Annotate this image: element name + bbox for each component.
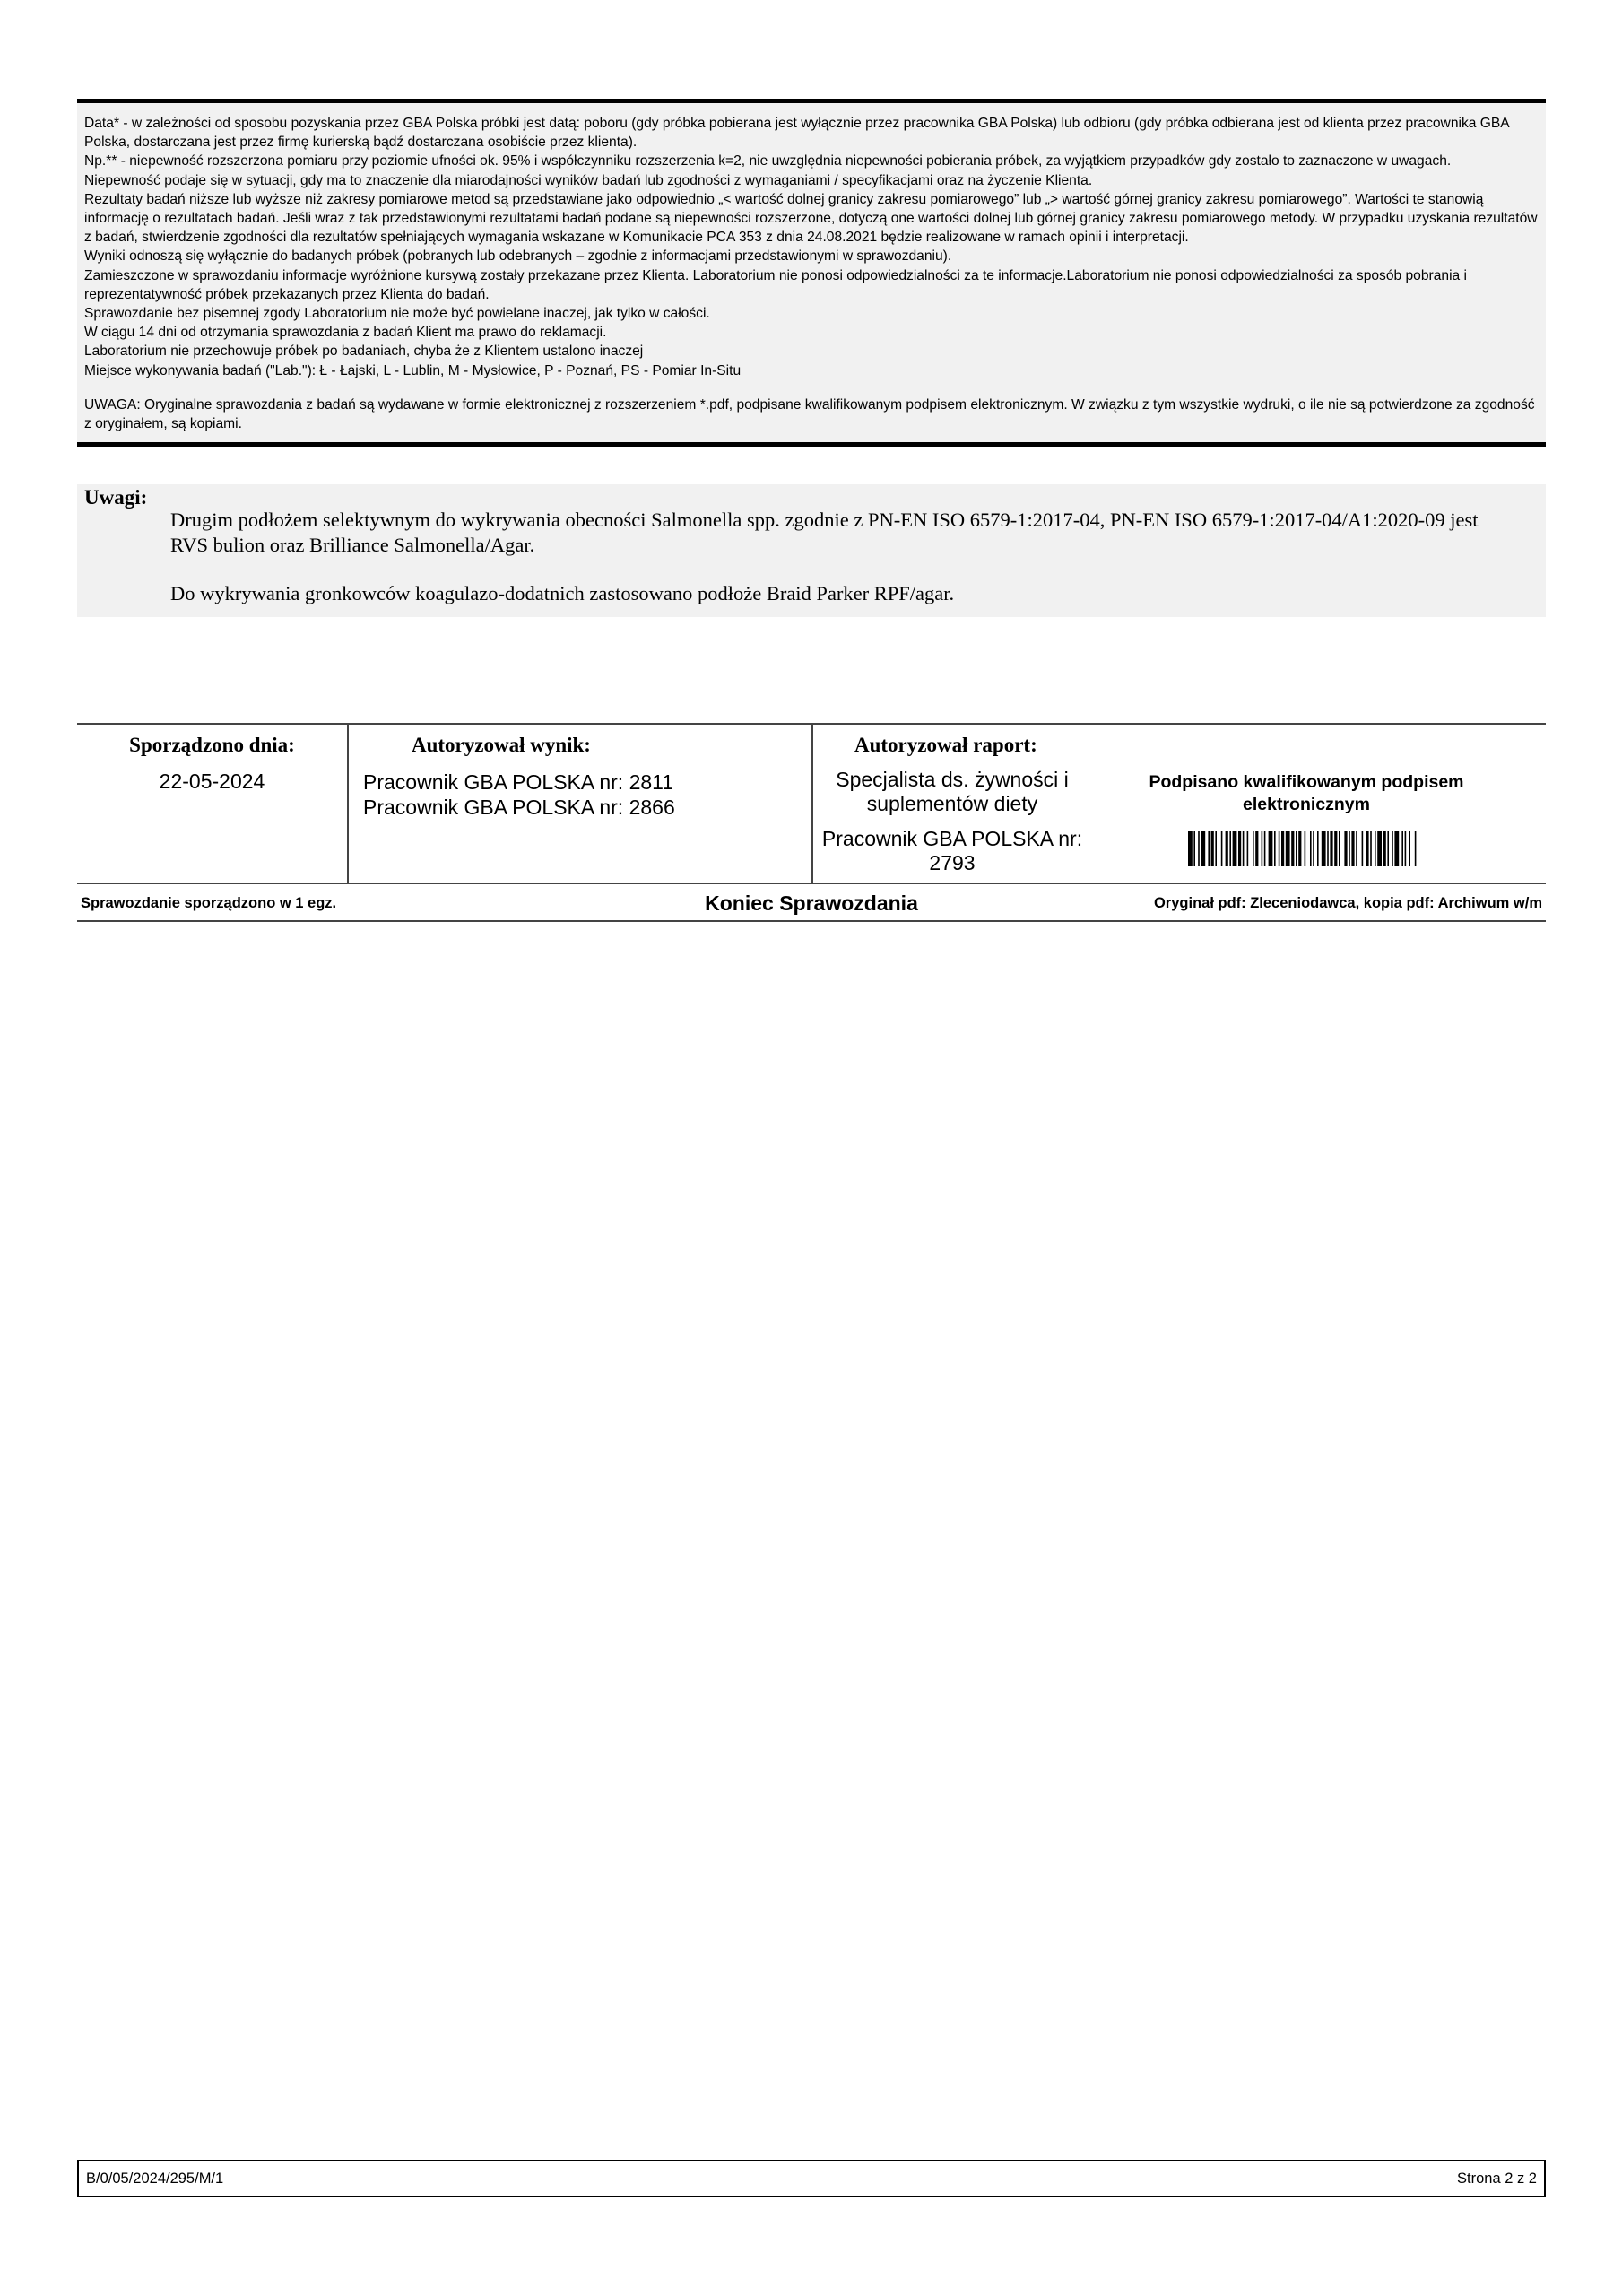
note-line: Np.** - niepewność rozszerzona pomiaru przy poziomie ufności ok. 95% i współczynniku rozszerzenia k=2, nie uwzględnia niepewności pobierania próbek, za wyjątkiem przypadków gdy zostało to zaznaczone w uwagach. [84, 153, 1452, 170]
note-line: Rezultaty badań niższe lub wyższe niż zakresy pomiarowe metod są przedstawiane jako odpowiednio „< wartość dolnej granicy zakresu pomiarowego” lub „> wartość górnej granicy zakresu pomiarowego”. Wartości te stanowią informację o rezultatach badań. Jeśli wraz z tak przedstawionymi rezultatami badań podane są niepewności rozszerzone, dotyczą one wartości dolnej lub górnej granicy zakresu pomiarowego metody. W przypadku uzyskania rezultatów z badań, stwierdzenie zgodności dla rezultatów spełniających wymagania wskazane w Komunikacie PCA 353 z dnia 24.08.2021 będzie realizowane w ramach opinii i interpretacji. [84, 191, 1538, 246]
note-line: Wyniki odnoszą się wyłącznie do badanych próbek (pobranych lub odebranych – zgodnie z informacjami przedstawionymi w sprawozdaniu). [84, 248, 952, 265]
note-line: Data* - w zależności od sposobu pozyskania przez GBA Polska próbki jest datą: poboru (gdy próbka pobierana jest wyłącznie przez pracownika GBA Polska) lub odbioru (gdy próbka odbierana jest od klienta przez pracownika GBA Polska, dostarczana jest przez firmę kurierską bądź dostarczana osobiście przez klienta). [84, 116, 1509, 151]
report-authorization-cell [813, 725, 1091, 883]
result-authorization-label: Autoryzował wynik: [412, 734, 591, 756]
remarks-label: Uwagi: [84, 486, 148, 509]
remark-paragraph: Do wykrywania gronkowców koagulazo-dodatnich zastosowano podłoże Braid Parker RPF/agar. [170, 582, 955, 604]
result-author: Pracownik GBA POLSKA nr: 2866 [363, 796, 675, 819]
result-authorization-cell [349, 725, 813, 883]
note-line: Sprawozdanie bez pisemnej zgody Laboratorium nie może być powielane inaczej, jak tylko w całości. [84, 306, 710, 322]
result-authors [349, 770, 811, 820]
note-line: Laboratorium nie przechowuje próbek po badaniach, chyba że z Klientem ustalono inaczej [84, 344, 644, 360]
copies-note: Sprawozdanie sporządzono w 1 egz. [81, 895, 337, 911]
original-distribution-note: Oryginał pdf: Zleceniodawca, kopia pdf: Archiwum w/m [1153, 895, 1542, 911]
original-pdf-warning: UWAGA: Oryginalne sprawozdania z badań są wydawane w formie elektronicznej z rozszerzeniem *.pdf, podpisane kwalifikowanym podpisem elektronicznym. W związku z tym wszystkie wydruki, o ile nie są potwierdzone za zgodność z oryginałem, są kopiami. [84, 396, 1535, 432]
note-line: Niepewność podaje się w sytuacji, gdy ma to znaczenie dla miarodajności wyników badań lub zgodności z wymaganiami / specyfikacjami oraz na życzenie Klienta. [84, 172, 1093, 188]
report-authorization-label: Autoryzował raport: [854, 734, 1037, 756]
report-author: Pracownik GBA POLSKA nr: 2793 [821, 827, 1083, 874]
signature-table [77, 723, 1546, 884]
prepared-label: Sporządzono dnia: [129, 734, 295, 756]
page-footer [77, 2160, 1546, 2197]
note-line: Zamieszczone w sprawozdaniu informacje wyróżnione kursywą zostały przekazane przez Klienta. Laboratorium nie ponosi odpowiedzialności za te informacje.Laboratorium nie ponosi odpowiedzialności za sposób pobrania i reprezentatywność próbek przekazanych przez Klienta do badań. [84, 267, 1467, 302]
prepared-cell [77, 725, 349, 883]
legal-notes-box [77, 99, 1546, 447]
report-author-role: Specjalista ds. żywności i suplementów diety [836, 768, 1069, 815]
page-number: Strona 2 z 2 [1457, 2170, 1537, 2187]
electronic-signature-text: Podpisano kwalifikowanym podpisem elektronicznym [1149, 772, 1464, 814]
report-end-label: Koniec Sprawozdania [705, 891, 918, 915]
remarks-text [170, 508, 1515, 606]
remarks-section [77, 484, 1546, 617]
note-line: Miejsce wykonywania badań ("Lab."): Ł - Łajski, L - Lublin, M - Mysłowice, P - Poznań, PS - Pomiar In-Situ [84, 362, 742, 378]
report-footer [77, 884, 1546, 922]
note-line: W ciągu 14 dni od otrzymania sprawozdania z badań Klient ma prawo do reklamacji. [84, 325, 607, 341]
signature-barcode [1188, 831, 1592, 866]
result-author: Pracownik GBA POLSKA nr: 2811 [363, 770, 674, 794]
report-reference-number: B/0/05/2024/295/M/1 [86, 2170, 224, 2187]
electronic-signature-cell [1091, 725, 1546, 883]
remark-paragraph: Drugim podłożem selektywnym do wykrywania obecności Salmonella spp. zgodnie z PN-EN ISO 6579-1:2017-04, PN-EN ISO 6579-1:2017-04/A1:2020-09 jest RVS bulion oraz Brilliance Salmonella/Agar. [170, 509, 1479, 556]
prepared-date: 22-05-2024 [159, 770, 265, 793]
